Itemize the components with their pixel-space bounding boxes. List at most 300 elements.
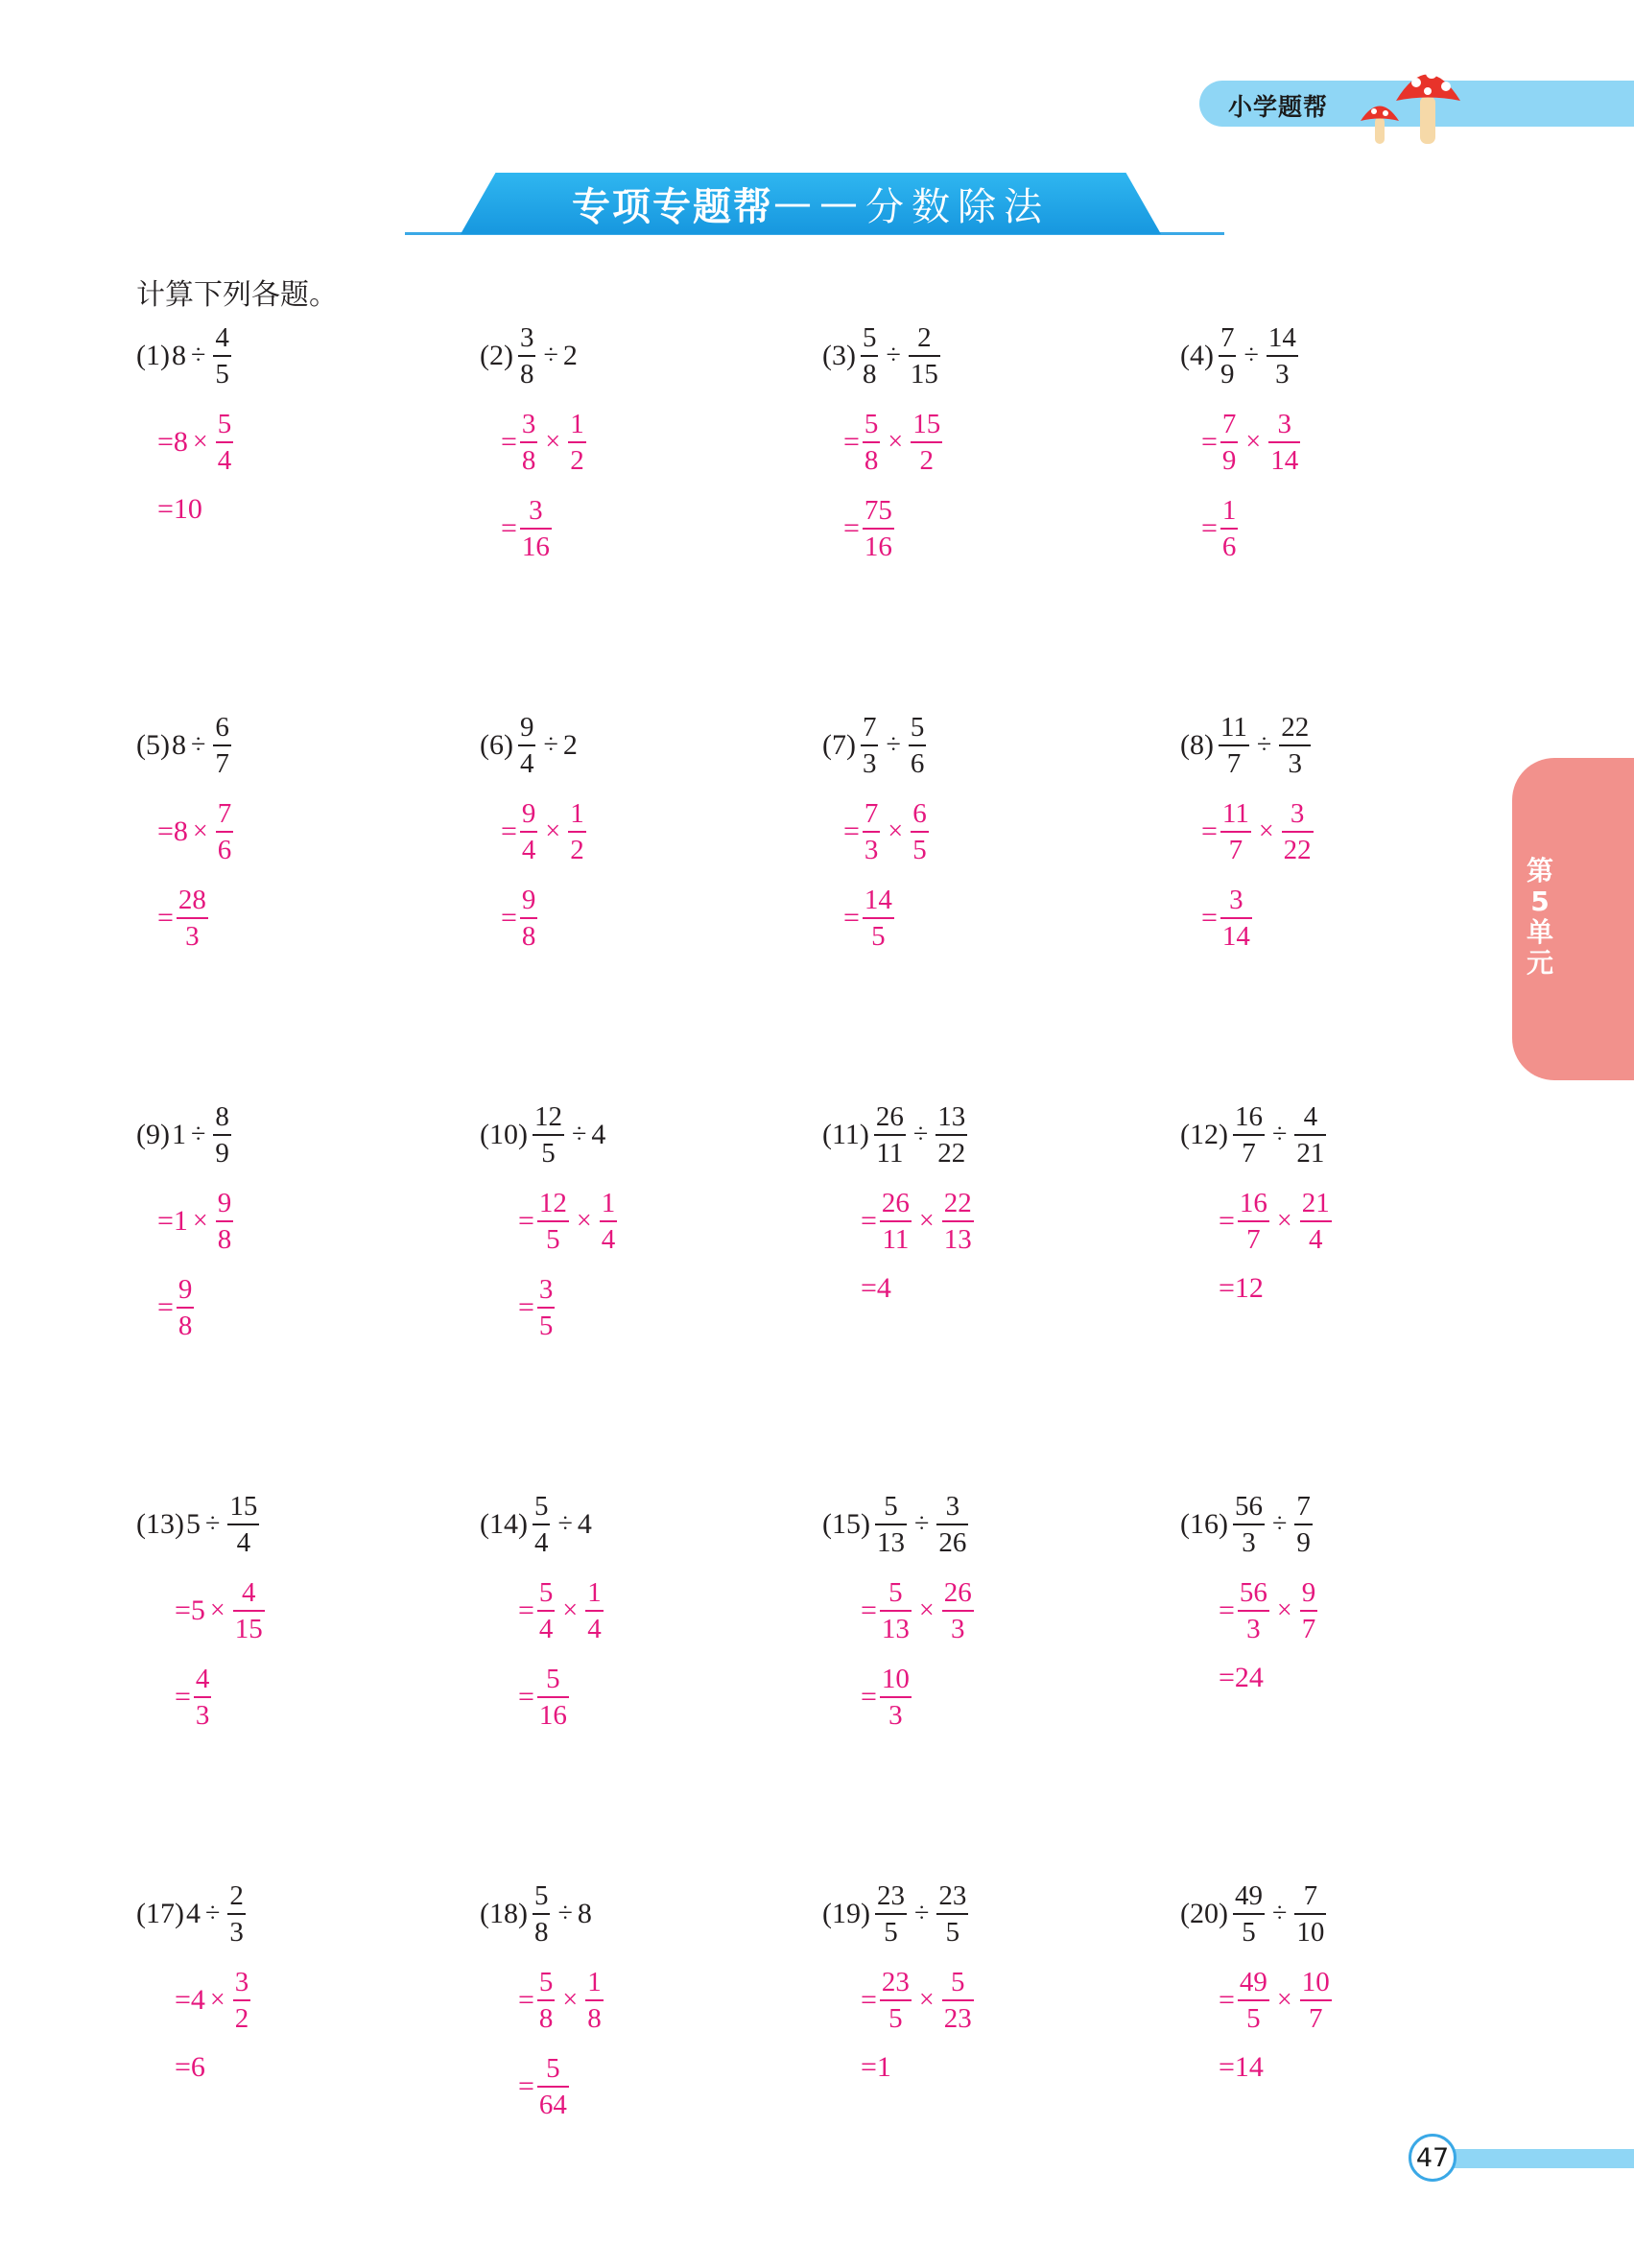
fraction bbox=[533, 1489, 551, 1560]
problem-label: (11) bbox=[822, 1119, 869, 1150]
denominator: 13 bbox=[876, 1527, 905, 1558]
fraction bbox=[537, 1272, 556, 1343]
multiply-sign: × bbox=[545, 427, 561, 457]
fraction bbox=[1300, 1965, 1332, 2036]
solution-step bbox=[1219, 1575, 1320, 1646]
fraction bbox=[213, 320, 231, 391]
fraction bbox=[911, 407, 942, 478]
number: = bbox=[518, 2070, 534, 2102]
denominator: 11 bbox=[876, 1138, 904, 1169]
divide-sign: ÷ bbox=[543, 730, 558, 760]
denominator: 22 bbox=[1283, 835, 1312, 865]
fraction bbox=[875, 1878, 907, 1949]
fraction bbox=[1220, 883, 1252, 954]
denominator: 8 bbox=[864, 445, 879, 476]
denominator: 22 bbox=[937, 1138, 966, 1169]
problem-question bbox=[1180, 710, 1314, 781]
unit-side-label bbox=[1514, 856, 1566, 979]
divide-sign: ÷ bbox=[913, 1899, 930, 1928]
number: =10 bbox=[157, 493, 202, 525]
multiply-sign: × bbox=[562, 1595, 579, 1625]
multiply-sign: × bbox=[888, 427, 904, 457]
number: =5 bbox=[175, 1595, 205, 1626]
number: =8 bbox=[157, 815, 188, 847]
fraction bbox=[1233, 1878, 1265, 1949]
problem-label: (3) bbox=[822, 340, 856, 371]
divide-sign: ÷ bbox=[204, 1509, 221, 1539]
problem-item bbox=[822, 320, 1129, 570]
numerator: 5 bbox=[217, 409, 232, 439]
number: =24 bbox=[1219, 1662, 1264, 1693]
problem-question bbox=[480, 1878, 592, 1949]
number: =14 bbox=[1219, 2051, 1264, 2083]
numerator: 5 bbox=[888, 1577, 903, 1608]
numerator: 26 bbox=[875, 1101, 904, 1132]
numerator: 2 bbox=[917, 322, 932, 353]
number: = bbox=[175, 1681, 191, 1713]
solution-step bbox=[861, 1186, 977, 1257]
numerator: 5 bbox=[533, 1491, 549, 1522]
number: = bbox=[861, 1205, 877, 1237]
solution-step bbox=[843, 407, 945, 478]
number: = bbox=[501, 902, 517, 933]
denominator: 14 bbox=[1221, 921, 1250, 952]
numerator: 7 bbox=[1303, 1880, 1318, 1911]
solution-step bbox=[843, 883, 897, 954]
problem-label: (1) bbox=[136, 340, 170, 371]
solution-step bbox=[175, 1575, 268, 1646]
number: = bbox=[1201, 815, 1218, 847]
numerator: 3 bbox=[1229, 885, 1243, 915]
numerator: 1 bbox=[587, 1577, 602, 1608]
denominator: 7 bbox=[1228, 835, 1243, 865]
denominator: 8 bbox=[521, 921, 536, 952]
denominator: 6 bbox=[217, 835, 232, 865]
multiply-sign: × bbox=[192, 816, 208, 846]
number: = bbox=[843, 426, 860, 458]
problem-label: (15) bbox=[822, 1508, 870, 1540]
number: 2 bbox=[562, 340, 578, 371]
denominator: 3 bbox=[864, 835, 879, 865]
numerator: 23 bbox=[881, 1967, 910, 1997]
problem-question bbox=[480, 1489, 592, 1560]
divide-sign: ÷ bbox=[190, 1120, 206, 1149]
numerator: 10 bbox=[1301, 1967, 1330, 1997]
numerator: 7 bbox=[862, 712, 877, 743]
fraction bbox=[1220, 493, 1239, 564]
solution-step bbox=[843, 796, 932, 867]
denominator: 11 bbox=[882, 1224, 910, 1255]
unit-char: 第 bbox=[1526, 855, 1553, 886]
denominator: 4 bbox=[217, 445, 232, 476]
numerator: 56 bbox=[1234, 1491, 1263, 1522]
fraction bbox=[863, 796, 881, 867]
number: = bbox=[843, 815, 860, 847]
fraction bbox=[216, 796, 234, 867]
fraction bbox=[213, 710, 231, 781]
fraction bbox=[863, 407, 881, 478]
numerator: 3 bbox=[234, 1967, 249, 1997]
fraction bbox=[216, 1186, 234, 1257]
denominator: 9 bbox=[1220, 359, 1235, 390]
solution-step bbox=[1219, 1272, 1264, 1305]
number: 8 bbox=[171, 340, 186, 371]
numerator: 7 bbox=[864, 798, 879, 829]
problem-question bbox=[480, 710, 578, 781]
denominator: 9 bbox=[1296, 1527, 1311, 1558]
numerator: 5 bbox=[546, 2053, 560, 2084]
numerator: 26 bbox=[881, 1188, 910, 1218]
fraction bbox=[911, 796, 929, 867]
numerator: 1 bbox=[601, 1188, 616, 1218]
divide-sign: ÷ bbox=[1256, 730, 1272, 760]
solution-step bbox=[861, 1662, 914, 1733]
number: = bbox=[1219, 1205, 1235, 1237]
fraction bbox=[568, 796, 586, 867]
number: 4 bbox=[577, 1508, 592, 1540]
denominator: 5 bbox=[912, 835, 927, 865]
numerator: 13 bbox=[937, 1101, 966, 1132]
problem-question bbox=[1180, 320, 1301, 391]
denominator: 5 bbox=[541, 1138, 556, 1169]
fraction bbox=[880, 1662, 912, 1733]
fraction bbox=[537, 1965, 556, 2036]
fraction bbox=[194, 1662, 212, 1733]
problem-label: (2) bbox=[480, 340, 513, 371]
problem-item bbox=[822, 1489, 1129, 1738]
numerator: 23 bbox=[938, 1880, 967, 1911]
number: 2 bbox=[562, 729, 578, 761]
numerator: 3 bbox=[945, 1491, 960, 1522]
denominator: 16 bbox=[521, 532, 550, 562]
fraction bbox=[909, 320, 940, 391]
denominator: 5 bbox=[888, 2003, 903, 2034]
multiply-sign: × bbox=[1276, 1985, 1292, 2015]
denominator: 5 bbox=[546, 1224, 560, 1255]
denominator: 8 bbox=[178, 1311, 193, 1341]
divide-sign: ÷ bbox=[204, 1899, 221, 1928]
denominator: 5 bbox=[538, 1311, 554, 1341]
fraction bbox=[233, 1965, 251, 2036]
problem-item bbox=[1180, 710, 1487, 959]
fraction bbox=[863, 883, 894, 954]
problem-question bbox=[480, 1099, 605, 1170]
fraction bbox=[942, 1575, 974, 1646]
denominator: 4 bbox=[587, 1614, 602, 1644]
problem-label: (10) bbox=[480, 1119, 528, 1150]
problem-label: (6) bbox=[480, 729, 513, 761]
numerator: 16 bbox=[1234, 1101, 1263, 1132]
number: =1 bbox=[861, 2051, 891, 2083]
denominator: 2 bbox=[919, 445, 934, 476]
solution-step bbox=[1201, 883, 1255, 954]
divide-sign: ÷ bbox=[557, 1899, 573, 1928]
numerator: 9 bbox=[1301, 1577, 1316, 1608]
multiply-sign: × bbox=[1245, 427, 1262, 457]
solution-step bbox=[175, 2051, 205, 2084]
number: 5 bbox=[185, 1508, 201, 1540]
fraction bbox=[935, 1099, 967, 1170]
number: =8 bbox=[157, 426, 188, 458]
fraction bbox=[518, 710, 536, 781]
denominator: 3 bbox=[1275, 359, 1290, 390]
problem-label: (13) bbox=[136, 1508, 184, 1540]
problem-label: (4) bbox=[1180, 340, 1214, 371]
denominator: 3 bbox=[888, 1700, 903, 1731]
solution-step bbox=[518, 1662, 572, 1733]
denominator: 21 bbox=[1296, 1138, 1325, 1169]
denominator: 14 bbox=[1270, 445, 1299, 476]
numerator: 15 bbox=[229, 1491, 258, 1522]
denominator: 7 bbox=[1301, 1614, 1316, 1644]
solution-step bbox=[175, 1965, 253, 2036]
number: = bbox=[157, 902, 174, 933]
fraction bbox=[880, 1575, 912, 1646]
page-number: 47 bbox=[1409, 2134, 1456, 2182]
problem-label: (14) bbox=[480, 1508, 528, 1540]
multiply-sign: × bbox=[576, 1206, 592, 1236]
number: 4 bbox=[185, 1898, 201, 1929]
fraction bbox=[213, 1099, 231, 1170]
brand-name: 小学题帮 bbox=[1228, 93, 1329, 121]
denominator: 13 bbox=[881, 1614, 910, 1644]
solution-step bbox=[1219, 1662, 1264, 1694]
numerator: 2 bbox=[229, 1880, 244, 1911]
numerator: 10 bbox=[881, 1664, 910, 1694]
solution-step bbox=[157, 796, 236, 867]
divide-sign: ÷ bbox=[190, 341, 206, 370]
title-dash: —— bbox=[773, 181, 865, 225]
fraction bbox=[227, 1878, 246, 1949]
fraction bbox=[1294, 1099, 1326, 1170]
problem-question bbox=[136, 320, 234, 391]
solution-step bbox=[518, 1575, 606, 1646]
fraction bbox=[936, 1878, 968, 1949]
fraction bbox=[874, 1099, 906, 1170]
divide-sign: ÷ bbox=[912, 1120, 929, 1149]
numerator: 23 bbox=[876, 1880, 905, 1911]
problem-question bbox=[822, 710, 929, 781]
multiply-sign: × bbox=[209, 1595, 225, 1625]
problem-label: (5) bbox=[136, 729, 170, 761]
fraction bbox=[520, 407, 538, 478]
fraction bbox=[1300, 1186, 1332, 1257]
numerator: 1 bbox=[570, 798, 584, 829]
fraction bbox=[585, 1575, 604, 1646]
problem-question bbox=[136, 710, 234, 781]
problem-item bbox=[1180, 1878, 1487, 2128]
denominator: 13 bbox=[943, 1224, 972, 1255]
fraction bbox=[1219, 710, 1249, 781]
numerator: 9 bbox=[519, 712, 534, 743]
fraction bbox=[520, 493, 552, 564]
fraction bbox=[537, 1575, 556, 1646]
fraction bbox=[518, 320, 536, 391]
multiply-sign: × bbox=[209, 1985, 225, 2015]
problem-item bbox=[1180, 320, 1487, 570]
fraction bbox=[1294, 1489, 1313, 1560]
denominator: 8 bbox=[533, 1917, 549, 1948]
number: = bbox=[518, 1984, 534, 2016]
multiply-sign: × bbox=[918, 1985, 935, 2015]
solution-step bbox=[1219, 1186, 1335, 1257]
solution-step bbox=[518, 1186, 620, 1257]
problem-question bbox=[1180, 1099, 1329, 1170]
solution-step bbox=[861, 1272, 891, 1305]
numerator: 49 bbox=[1239, 1967, 1267, 1997]
solution-step bbox=[1201, 493, 1241, 564]
unit-char: 元 bbox=[1526, 947, 1553, 979]
fraction bbox=[233, 1575, 265, 1646]
problem-question bbox=[136, 1099, 234, 1170]
multiply-sign: × bbox=[1276, 1206, 1292, 1236]
problem-label: (19) bbox=[822, 1898, 870, 1929]
multiply-sign: × bbox=[918, 1206, 935, 1236]
fraction bbox=[880, 1186, 912, 1257]
unit-char: 单 bbox=[1526, 916, 1553, 948]
divide-sign: ÷ bbox=[1271, 1120, 1288, 1149]
problem-item bbox=[822, 710, 1129, 959]
title-topic: 分数除法 bbox=[865, 184, 1050, 229]
numerator: 3 bbox=[1277, 409, 1291, 439]
fraction bbox=[1268, 407, 1300, 478]
numerator: 5 bbox=[884, 1491, 898, 1522]
number: = bbox=[501, 815, 517, 847]
problem-question bbox=[822, 320, 943, 391]
divide-sign: ÷ bbox=[1271, 1899, 1288, 1928]
solution-step bbox=[843, 493, 897, 564]
denominator: 4 bbox=[1308, 1224, 1323, 1255]
denominator: 3 bbox=[185, 921, 200, 952]
denominator: 6 bbox=[1221, 532, 1237, 562]
problem-item bbox=[480, 1489, 787, 1738]
problem-item bbox=[480, 320, 787, 570]
number: 8 bbox=[577, 1898, 592, 1929]
problem-item bbox=[480, 710, 787, 959]
denominator: 8 bbox=[538, 2003, 554, 2034]
fraction bbox=[1294, 1878, 1326, 1949]
numerator: 5 bbox=[538, 1967, 554, 1997]
denominator: 2 bbox=[570, 445, 584, 476]
numerator: 15 bbox=[912, 409, 941, 439]
fraction bbox=[1220, 407, 1239, 478]
multiply-sign: × bbox=[192, 1206, 208, 1236]
multiply-sign: × bbox=[562, 1985, 579, 2015]
solution-step bbox=[1201, 407, 1303, 478]
numerator: 5 bbox=[538, 1577, 554, 1608]
number: 8 bbox=[171, 729, 186, 761]
numerator: 12 bbox=[533, 1101, 562, 1132]
solution-step bbox=[1219, 1965, 1335, 2036]
numerator: 6 bbox=[215, 712, 229, 743]
multiply-sign: × bbox=[1258, 816, 1274, 846]
problem-item bbox=[1180, 1099, 1487, 1349]
denominator: 3 bbox=[1288, 748, 1303, 779]
fraction bbox=[863, 493, 894, 564]
fraction bbox=[1233, 1489, 1265, 1560]
numerator: 16 bbox=[1239, 1188, 1267, 1218]
denominator: 3 bbox=[229, 1917, 244, 1948]
denominator: 4 bbox=[601, 1224, 616, 1255]
numerator: 5 bbox=[950, 1967, 965, 1997]
multiply-sign: × bbox=[192, 427, 208, 457]
fraction bbox=[875, 1489, 907, 1560]
solution-step bbox=[157, 1186, 236, 1257]
denominator: 26 bbox=[938, 1527, 967, 1558]
fraction bbox=[537, 2051, 569, 2122]
fraction bbox=[537, 1662, 569, 1733]
numerator: 11 bbox=[1221, 798, 1249, 829]
numerator: 14 bbox=[864, 885, 892, 915]
numerator: 3 bbox=[1290, 798, 1305, 829]
fraction bbox=[533, 1099, 564, 1170]
problem-question bbox=[822, 1489, 971, 1560]
denominator: 4 bbox=[538, 1614, 554, 1644]
denominator: 23 bbox=[943, 2003, 972, 2034]
fraction bbox=[1238, 1186, 1269, 1257]
fraction bbox=[585, 1965, 604, 2036]
solution-step bbox=[861, 1965, 977, 2036]
fraction bbox=[177, 883, 208, 954]
number: =12 bbox=[1219, 1272, 1264, 1304]
denominator: 7 bbox=[1246, 1224, 1261, 1255]
fraction bbox=[568, 407, 586, 478]
numerator: 49 bbox=[1234, 1880, 1263, 1911]
denominator: 8 bbox=[587, 2003, 602, 2034]
numerator: 9 bbox=[521, 798, 536, 829]
mushroom-icon bbox=[1353, 58, 1468, 149]
fraction bbox=[533, 1878, 551, 1949]
denominator: 3 bbox=[1242, 1527, 1256, 1558]
number: = bbox=[1201, 512, 1218, 544]
number: 1 bbox=[171, 1119, 186, 1150]
denominator: 10 bbox=[1296, 1917, 1325, 1948]
solution-step bbox=[1201, 796, 1316, 867]
problem-item bbox=[822, 1878, 1129, 2128]
numerator: 22 bbox=[943, 1188, 972, 1218]
fraction bbox=[520, 796, 538, 867]
denominator: 4 bbox=[521, 835, 536, 865]
solution-step bbox=[157, 407, 236, 478]
denominator: 9 bbox=[1221, 445, 1237, 476]
numerator: 11 bbox=[1220, 712, 1247, 743]
numerator: 1 bbox=[587, 1967, 602, 1997]
fraction bbox=[1238, 1965, 1269, 2036]
fraction bbox=[1220, 796, 1251, 867]
problem-question bbox=[136, 1489, 262, 1560]
divide-sign: ÷ bbox=[543, 341, 558, 370]
fraction bbox=[942, 1965, 974, 2036]
divide-sign: ÷ bbox=[1243, 341, 1259, 370]
number: = bbox=[861, 1984, 877, 2016]
fraction bbox=[1219, 320, 1237, 391]
denominator: 5 bbox=[1242, 1917, 1256, 1948]
fraction bbox=[909, 710, 927, 781]
divide-sign: ÷ bbox=[557, 1509, 573, 1539]
multiply-sign: × bbox=[888, 816, 904, 846]
numerator: 1 bbox=[570, 409, 584, 439]
denominator: 3 bbox=[950, 1614, 965, 1644]
numerator: 21 bbox=[1301, 1188, 1330, 1218]
number: = bbox=[1219, 1984, 1235, 2016]
problem-question bbox=[822, 1878, 971, 1949]
divide-sign: ÷ bbox=[886, 730, 901, 760]
solution-step bbox=[518, 2051, 572, 2122]
number: =4 bbox=[175, 1984, 205, 2016]
denominator: 7 bbox=[1308, 2003, 1323, 2034]
problem-question bbox=[1180, 1878, 1329, 1949]
numerator: 12 bbox=[538, 1188, 567, 1218]
